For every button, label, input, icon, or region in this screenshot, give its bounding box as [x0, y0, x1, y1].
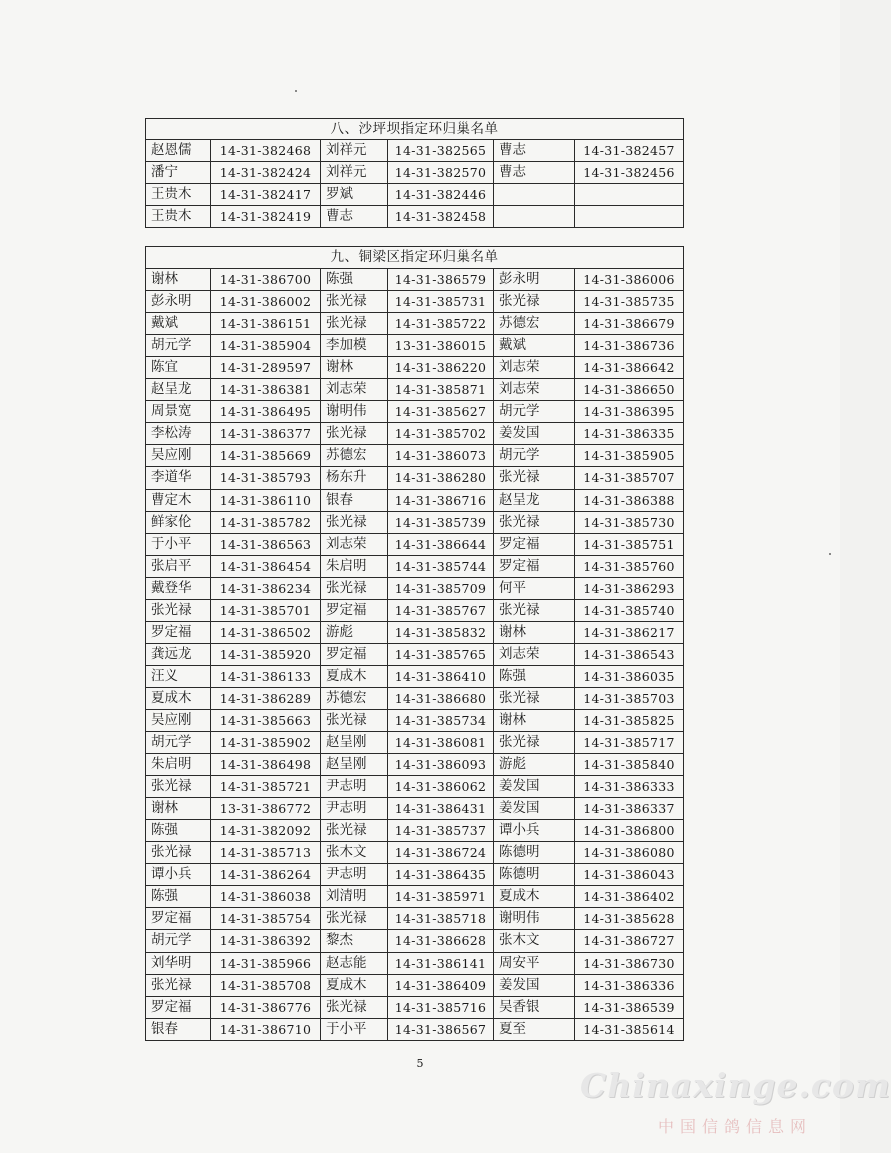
section9-table	[145, 246, 684, 1041]
owner-name-cell: 黎杰	[321, 930, 388, 952]
owner-name-cell: 张启平	[146, 555, 211, 577]
owner-name-cell: 张光禄	[494, 467, 575, 489]
ring-number-cell: 14-31-386563	[211, 533, 321, 555]
table-row	[146, 665, 684, 687]
table-row	[146, 335, 684, 357]
ring-number-cell: 14-31-385713	[211, 842, 321, 864]
owner-name-cell: 曹志	[321, 206, 388, 228]
table-row	[146, 687, 684, 709]
table-row	[146, 732, 684, 754]
owner-name-cell: 陈强	[146, 886, 211, 908]
owner-name-cell: 胡元学	[146, 930, 211, 952]
owner-name-cell: 戴斌	[494, 335, 575, 357]
ring-number-cell: 14-31-386409	[388, 974, 494, 996]
owner-name-cell: 王贵木	[146, 206, 211, 228]
ring-number-cell: 14-31-385905	[575, 445, 684, 467]
owner-name-cell: 于小平	[321, 1018, 388, 1040]
ring-number-cell: 14-31-385754	[211, 908, 321, 930]
scan-speck	[295, 90, 297, 92]
owner-name-cell: 谢林	[146, 269, 211, 291]
owner-name-cell: 刘志荣	[321, 379, 388, 401]
ring-number-cell: 14-31-385669	[211, 445, 321, 467]
owner-name-cell: 朱启明	[321, 555, 388, 577]
ring-number-cell: 14-31-386280	[388, 467, 494, 489]
table-row	[146, 313, 684, 335]
ring-number-cell: 14-31-385709	[388, 577, 494, 599]
owner-name-cell: 周景宽	[146, 401, 211, 423]
ring-number-cell: 14-31-386628	[388, 930, 494, 952]
ring-number-cell: 14-31-385737	[388, 820, 494, 842]
table-row	[146, 709, 684, 731]
owner-name-cell: 张光禄	[494, 291, 575, 313]
owner-name-cell: 张光禄	[494, 732, 575, 754]
ring-number-cell: 14-31-386431	[388, 798, 494, 820]
ring-number-cell: 14-31-386716	[388, 489, 494, 511]
ring-number-cell: 14-31-385904	[211, 335, 321, 357]
ring-number-cell: 14-31-386650	[575, 379, 684, 401]
owner-name-cell: 何平	[494, 577, 575, 599]
owner-name-cell: 彭永明	[494, 269, 575, 291]
watermark-subtitle: 中国信鸽信息网	[658, 1117, 813, 1136]
ring-number-cell: 14-31-385614	[575, 1018, 684, 1040]
ring-number-cell: 14-31-386543	[575, 643, 684, 665]
ring-number-cell: 13-31-386015	[388, 335, 494, 357]
ring-number-cell: 14-31-386151	[211, 313, 321, 335]
table-row	[146, 908, 684, 930]
ring-number-cell: 14-31-386336	[575, 974, 684, 996]
page-number: 5	[416, 1057, 424, 1070]
ring-number-cell: 14-31-386498	[211, 754, 321, 776]
owner-name-cell: 汪义	[146, 665, 211, 687]
table-row	[146, 357, 684, 379]
ring-number-cell	[575, 206, 684, 228]
owner-name-cell: 张光禄	[494, 599, 575, 621]
ring-number-cell: 14-31-385871	[388, 379, 494, 401]
section9-rows	[146, 269, 684, 1041]
ring-number-cell: 14-31-386080	[575, 842, 684, 864]
ring-number-cell: 14-31-382092	[211, 820, 321, 842]
owner-name-cell	[494, 206, 575, 228]
ring-number-cell: 14-31-385840	[575, 754, 684, 776]
owner-name-cell: 周安平	[494, 952, 575, 974]
owner-name-cell: 张光禄	[321, 313, 388, 335]
owner-name-cell: 夏成木	[146, 687, 211, 709]
owner-name-cell: 鲜家伦	[146, 511, 211, 533]
owner-name-cell: 吴应刚	[146, 709, 211, 731]
ring-number-cell: 14-31-385628	[575, 908, 684, 930]
owner-name-cell: 张光禄	[321, 996, 388, 1018]
owner-name-cell: 谢明伟	[321, 401, 388, 423]
ring-number-cell: 14-31-385765	[388, 643, 494, 665]
ring-number-cell: 14-31-385718	[388, 908, 494, 930]
ring-number-cell: 14-31-385760	[575, 555, 684, 577]
section8-table	[145, 118, 684, 228]
owner-name-cell: 姜发国	[494, 423, 575, 445]
table-row	[146, 864, 684, 886]
owner-name-cell: 张光禄	[321, 511, 388, 533]
ring-number-cell: 14-31-386495	[211, 401, 321, 423]
ring-number-cell: 14-31-386395	[575, 401, 684, 423]
table-row	[146, 379, 684, 401]
owner-name-cell: 李加模	[321, 335, 388, 357]
ring-number-cell: 14-31-385920	[211, 643, 321, 665]
owner-name-cell: 胡元学	[494, 445, 575, 467]
ring-number-cell: 14-31-386800	[575, 820, 684, 842]
ring-number-cell: 14-31-386679	[575, 313, 684, 335]
ring-number-cell: 14-31-386402	[575, 886, 684, 908]
owner-name-cell: 刘志荣	[494, 643, 575, 665]
owner-name-cell: 谭小兵	[146, 864, 211, 886]
owner-name-cell: 赵呈刚	[321, 732, 388, 754]
ring-number-cell: 14-31-386035	[575, 665, 684, 687]
ring-number-cell: 14-31-385716	[388, 996, 494, 1018]
owner-name-cell: 张光禄	[321, 820, 388, 842]
ring-number-cell: 14-31-386502	[211, 621, 321, 643]
table-row	[146, 401, 684, 423]
table-row	[146, 184, 684, 206]
table-row	[146, 140, 684, 162]
ring-number-cell: 14-31-386377	[211, 423, 321, 445]
owner-name-cell: 王贵木	[146, 184, 211, 206]
table-row	[146, 776, 684, 798]
table-row	[146, 886, 684, 908]
ring-number-cell: 14-31-386567	[388, 1018, 494, 1040]
ring-number-cell: 14-31-386043	[575, 864, 684, 886]
ring-number-cell: 14-31-385832	[388, 621, 494, 643]
owner-name-cell: 杨东升	[321, 467, 388, 489]
ring-number-cell: 14-31-385767	[388, 599, 494, 621]
ring-number-cell: 14-31-386289	[211, 687, 321, 709]
ring-number-cell: 14-31-386727	[575, 930, 684, 952]
owner-name-cell: 谭小兵	[494, 820, 575, 842]
owner-name-cell: 刘志荣	[494, 357, 575, 379]
ring-number-cell: 14-31-386133	[211, 665, 321, 687]
owner-name-cell: 张光禄	[146, 776, 211, 798]
ring-number-cell: 14-31-386642	[575, 357, 684, 379]
owner-name-cell: 尹志明	[321, 864, 388, 886]
ring-number-cell: 14-31-386644	[388, 533, 494, 555]
ring-number-cell: 14-31-386710	[211, 1018, 321, 1040]
owner-name-cell: 夏至	[494, 1018, 575, 1040]
table-row	[146, 996, 684, 1018]
ring-number-cell: 14-31-385707	[575, 467, 684, 489]
ring-number-cell: 14-31-386093	[388, 754, 494, 776]
ring-number-cell: 14-31-382457	[575, 140, 684, 162]
owner-name-cell: 曹志	[494, 162, 575, 184]
owner-name-cell: 刘华明	[146, 952, 211, 974]
ring-number-cell: 14-31-386700	[211, 269, 321, 291]
ring-number-cell: 14-31-386264	[211, 864, 321, 886]
ring-number-cell: 14-31-385703	[575, 687, 684, 709]
owner-name-cell: 戴斌	[146, 313, 211, 335]
table-row	[146, 798, 684, 820]
ring-number-cell: 14-31-385751	[575, 533, 684, 555]
owner-name-cell: 罗定福	[321, 599, 388, 621]
owner-name-cell: 夏成木	[494, 886, 575, 908]
ring-number-cell: 14-31-385740	[575, 599, 684, 621]
table-row	[146, 445, 684, 467]
owner-name-cell: 潘宁	[146, 162, 211, 184]
owner-name-cell: 吴应刚	[146, 445, 211, 467]
owner-name-cell: 谢林	[494, 621, 575, 643]
owner-name-cell: 陈强	[321, 269, 388, 291]
owner-name-cell: 吴香银	[494, 996, 575, 1018]
owner-name-cell: 苏德宏	[321, 687, 388, 709]
table-row	[146, 467, 684, 489]
ring-number-cell: 14-31-289597	[211, 357, 321, 379]
owner-name-cell: 张光禄	[146, 842, 211, 864]
owner-name-cell: 陈德明	[494, 842, 575, 864]
owner-name-cell	[494, 184, 575, 206]
owner-name-cell: 罗定福	[146, 621, 211, 643]
owner-name-cell: 银春	[146, 1018, 211, 1040]
ring-number-cell: 14-31-382458	[388, 206, 494, 228]
owner-name-cell: 赵恩儒	[146, 140, 211, 162]
table-row	[146, 577, 684, 599]
owner-name-cell: 夏成木	[321, 974, 388, 996]
owner-name-cell: 胡元学	[146, 732, 211, 754]
owner-name-cell: 谢明伟	[494, 908, 575, 930]
watermark-brand: Chinaxinge.com	[580, 1066, 891, 1105]
owner-name-cell: 尹志明	[321, 776, 388, 798]
ring-number-cell: 14-31-382570	[388, 162, 494, 184]
ring-number-cell: 14-31-385722	[388, 313, 494, 335]
table-row	[146, 643, 684, 665]
table-row	[146, 930, 684, 952]
ring-number-cell: 14-31-385701	[211, 599, 321, 621]
ring-number-cell: 14-31-386081	[388, 732, 494, 754]
ring-number-cell: 14-31-386234	[211, 577, 321, 599]
ring-number-cell: 14-31-382419	[211, 206, 321, 228]
owner-name-cell: 张光禄	[494, 511, 575, 533]
owner-name-cell: 赵呈龙	[494, 489, 575, 511]
ring-number-cell: 14-31-385793	[211, 467, 321, 489]
owner-name-cell: 谢林	[146, 798, 211, 820]
table-row	[146, 511, 684, 533]
owner-name-cell: 张木文	[494, 930, 575, 952]
table-row	[146, 291, 684, 313]
table-row	[146, 820, 684, 842]
ring-number-cell: 14-31-386454	[211, 555, 321, 577]
owner-name-cell: 姜发国	[494, 974, 575, 996]
ring-number-cell: 14-31-385734	[388, 709, 494, 731]
owner-name-cell: 李松涛	[146, 423, 211, 445]
table-row	[146, 269, 684, 291]
table-row	[146, 206, 684, 228]
owner-name-cell: 刘志荣	[321, 533, 388, 555]
owner-name-cell: 刘清明	[321, 886, 388, 908]
owner-name-cell: 张光禄	[321, 291, 388, 313]
owner-name-cell: 赵呈刚	[321, 754, 388, 776]
ring-number-cell: 14-31-386337	[575, 798, 684, 820]
table-row	[146, 1018, 684, 1040]
ring-number-cell: 14-31-386579	[388, 269, 494, 291]
owner-name-cell: 苏德宏	[494, 313, 575, 335]
owner-name-cell: 陈宜	[146, 357, 211, 379]
ring-number-cell: 14-31-386002	[211, 291, 321, 313]
ring-number-cell: 14-31-385782	[211, 511, 321, 533]
owner-name-cell: 谢林	[321, 357, 388, 379]
owner-name-cell: 张光禄	[494, 687, 575, 709]
ring-number-cell: 14-31-382565	[388, 140, 494, 162]
section8-rows	[146, 140, 684, 228]
table-row	[146, 754, 684, 776]
ring-number-cell: 14-31-386724	[388, 842, 494, 864]
ring-number-cell: 14-31-386736	[575, 335, 684, 357]
ring-number-cell: 14-31-385731	[388, 291, 494, 313]
owner-name-cell: 张光禄	[321, 709, 388, 731]
ring-number-cell: 14-31-385735	[575, 291, 684, 313]
ring-number-cell: 14-31-386006	[575, 269, 684, 291]
owner-name-cell: 刘祥元	[321, 162, 388, 184]
section8-title: 八、沙坪坝指定环归巢名单	[146, 119, 684, 140]
ring-number-cell: 14-31-386730	[575, 952, 684, 974]
owner-name-cell: 李道华	[146, 467, 211, 489]
ring-number-cell: 14-31-385721	[211, 776, 321, 798]
table-row	[146, 599, 684, 621]
owner-name-cell: 龚远龙	[146, 643, 211, 665]
table-row	[146, 533, 684, 555]
owner-name-cell: 姜发国	[494, 798, 575, 820]
ring-number-cell: 14-31-382417	[211, 184, 321, 206]
owner-name-cell: 张光禄	[146, 974, 211, 996]
ring-number-cell: 14-31-386217	[575, 621, 684, 643]
ring-number-cell: 14-31-386776	[211, 996, 321, 1018]
owner-name-cell: 曹定木	[146, 489, 211, 511]
ring-number-cell: 14-31-385627	[388, 401, 494, 423]
owner-name-cell: 罗定福	[494, 533, 575, 555]
owner-name-cell: 刘志荣	[494, 379, 575, 401]
owner-name-cell: 苏德宏	[321, 445, 388, 467]
ring-number-cell: 13-31-386772	[211, 798, 321, 820]
ring-number-cell: 14-31-382446	[388, 184, 494, 206]
table-row	[146, 489, 684, 511]
ring-number-cell: 14-31-386062	[388, 776, 494, 798]
ring-number-cell	[575, 184, 684, 206]
ring-number-cell: 14-31-382456	[575, 162, 684, 184]
owner-name-cell: 夏成木	[321, 665, 388, 687]
table-row	[146, 555, 684, 577]
owner-name-cell: 张光禄	[321, 423, 388, 445]
owner-name-cell: 彭永明	[146, 291, 211, 313]
owner-name-cell: 陈强	[146, 820, 211, 842]
section9-title: 九、铜梁区指定环归巢名单	[146, 247, 684, 269]
owner-name-cell: 尹志明	[321, 798, 388, 820]
owner-name-cell: 曹志	[494, 140, 575, 162]
ring-number-cell: 14-31-385966	[211, 952, 321, 974]
owner-name-cell: 罗定福	[146, 996, 211, 1018]
ring-number-cell: 14-31-385663	[211, 709, 321, 731]
ring-number-cell: 14-31-386381	[211, 379, 321, 401]
ring-number-cell: 14-31-386410	[388, 665, 494, 687]
table-row	[146, 162, 684, 184]
ring-number-cell: 14-31-386220	[388, 357, 494, 379]
owner-name-cell: 陈德明	[494, 864, 575, 886]
ring-number-cell: 14-31-386435	[388, 864, 494, 886]
ring-number-cell: 14-31-385730	[575, 511, 684, 533]
owner-name-cell: 罗定福	[146, 908, 211, 930]
owner-name-cell: 朱启明	[146, 754, 211, 776]
ring-number-cell: 14-31-385902	[211, 732, 321, 754]
ring-number-cell: 14-31-385971	[388, 886, 494, 908]
owner-name-cell: 姜发国	[494, 776, 575, 798]
ring-number-cell: 14-31-386293	[575, 577, 684, 599]
owner-name-cell: 戴登华	[146, 577, 211, 599]
table-row	[146, 974, 684, 996]
owner-name-cell: 刘祥元	[321, 140, 388, 162]
owner-name-cell: 赵呈龙	[146, 379, 211, 401]
ring-number-cell: 14-31-386141	[388, 952, 494, 974]
ring-number-cell: 14-31-385825	[575, 709, 684, 731]
table-row	[146, 423, 684, 445]
owner-name-cell: 张光禄	[321, 577, 388, 599]
owner-name-cell: 游彪	[321, 621, 388, 643]
owner-name-cell: 罗斌	[321, 184, 388, 206]
owner-name-cell: 胡元学	[146, 335, 211, 357]
ring-number-cell: 14-31-386110	[211, 489, 321, 511]
owner-name-cell: 胡元学	[494, 401, 575, 423]
ring-number-cell: 14-31-382468	[211, 140, 321, 162]
owner-name-cell: 赵志能	[321, 952, 388, 974]
owner-name-cell: 陈强	[494, 665, 575, 687]
ring-number-cell: 14-31-385744	[388, 555, 494, 577]
ring-number-cell: 14-31-386038	[211, 886, 321, 908]
owner-name-cell: 谢林	[494, 709, 575, 731]
owner-name-cell: 银春	[321, 489, 388, 511]
ring-number-cell: 14-31-385739	[388, 511, 494, 533]
ring-number-cell: 14-31-386333	[575, 776, 684, 798]
table-row	[146, 621, 684, 643]
owner-name-cell: 张光禄	[321, 908, 388, 930]
owner-name-cell: 罗定福	[321, 643, 388, 665]
owner-name-cell: 张光禄	[146, 599, 211, 621]
owner-name-cell: 游彪	[494, 754, 575, 776]
table-row	[146, 842, 684, 864]
scan-speck	[829, 553, 831, 555]
owner-name-cell: 于小平	[146, 533, 211, 555]
ring-number-cell: 14-31-385708	[211, 974, 321, 996]
table-row	[146, 952, 684, 974]
ring-number-cell: 14-31-386388	[575, 489, 684, 511]
ring-number-cell: 14-31-386335	[575, 423, 684, 445]
owner-name-cell: 张木文	[321, 842, 388, 864]
ring-number-cell: 14-31-386392	[211, 930, 321, 952]
ring-number-cell: 14-31-385717	[575, 732, 684, 754]
ring-number-cell: 14-31-386073	[388, 445, 494, 467]
ring-number-cell: 14-31-386539	[575, 996, 684, 1018]
ring-number-cell: 14-31-386680	[388, 687, 494, 709]
ring-number-cell: 14-31-382424	[211, 162, 321, 184]
ring-number-cell: 14-31-385702	[388, 423, 494, 445]
owner-name-cell: 罗定福	[494, 555, 575, 577]
